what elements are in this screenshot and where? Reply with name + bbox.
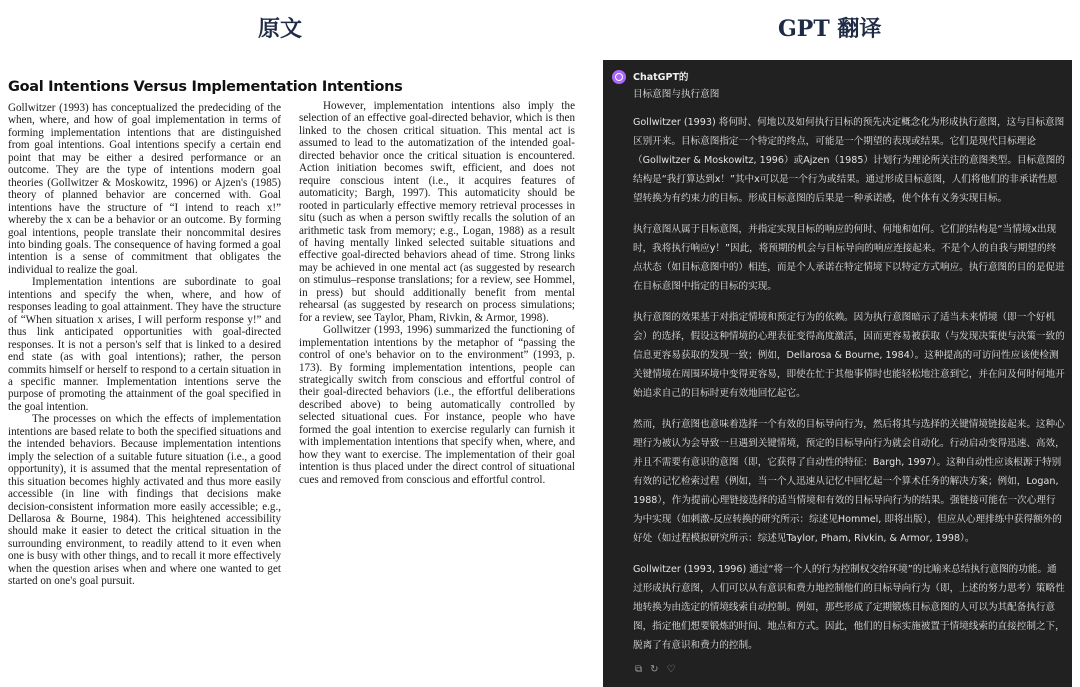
paper-columns (8, 100, 575, 588)
message-author: ChatGPT的 (633, 72, 689, 83)
regenerate-icon[interactable]: ↻ (650, 664, 659, 675)
copy-icon[interactable]: ⧉ (635, 664, 643, 675)
original-header: 原文 (258, 16, 303, 42)
paper-column-right (299, 100, 575, 486)
paper-paragraph: Implementation intentions are subordinate to goal intentions and specify the when, where, and how of responses leading to goal attainment. They have the structure of “When situation x arises, I will perform response y!” and thus link anticipated opportunities with goal-directed responses. It is not a person's self that is linked to a desired end state (as with goal intentions); rather, the person commits himself or herself to respond to a certain situation in a specific manner. Implementation intentions serve the purpose of promoting the attainment of the goal specified in the goal intention. (8, 276, 281, 413)
paper-paragraph: The processes on which the effects of implementation intentions are based relate to both the specified situations and the intended behaviors. Because implementation intentions imply the selection of a suitable future situation (i.e., a good opportunity), it is assumed that the mental representation of this situation becomes highly activated and thus more easily accessible (in line with findings that decisions make decision-consistent information more easily accessible; e.g., Dellarosa & Bourne, 1984). This heightened accessibility should make it easier to detect the critical situation in the surrounding environment, to readily attend to it even when one is busy with other things, and to recall it more effectively when the question arises when and where one wanted to get started on one's goal pursuit. (8, 413, 281, 588)
chatgpt-response-panel (603, 60, 1072, 687)
paper-paragraph: However, implementation intentions also imply the selection of an effective goal-directed behavior, which is then linked to the chosen critical situation. This mental act is assumed to lead to the automatization of the intended goal-directed behavior once the critical situation is encountered. Action initiation becomes swift, efficient, and does not require conscious intent (i.e., it acquires features of automaticity; Bargh, 1997). This automaticity should be rooted in particularly effective memory retrieval processes in situ (such as when a person swiftly recalls the solution of an arithmetic task from memory; e.g., Logan, 1988) as a result of having mentally linked selected suitable situations and effective goal-directed behaviors ahead of time. Strong links may be achieved in one mental act (as suggested by research on stimulus–response translations; for a review, see Hommel, in press) but should additionally benefit from mental rehearsal (as suggested by research on process simulations; for a review, see Taylor, Pham, Rivkin, & Armor, 1998). (299, 100, 575, 324)
translation-header: GPT 翻译 (778, 16, 882, 42)
translated-paragraph: Gollwitzer (1993) 将何时、何地以及如何执行目标的预先决定概念化为形成执行意图，这与目标意图区别开来。目标意图指定一个特定的终点，可能是一个期望的表现或结果。它们是现代目标理论（Gollwitzer & Moskowitz, 1996）或Ajzen（1985）计划行为理论所关注的意图类型。目标意图的结构是“我打算达到x！”其中x可以是一个行为或结果。通过形成目标意图，人们将他们的非承诺性愿望转换为有约束力的目标。形成目标意图的后果是一种承诺感，使个体有义务实现目标。 (633, 117, 1065, 204)
message-actions (633, 663, 1065, 677)
paper-section-title: Goal Intentions Versus Implementation Intentions (8, 79, 403, 95)
paper-column-left (8, 102, 281, 588)
translated-paragraph: 执行意图的效果基于对指定情境和预定行为的依赖。因为执行意图暗示了适当未来情境（即一个好机会）的选择，假设这种情境的心理表征变得高度激活，因而更容易被获取（与发现决策使与决策一致的信息更容易获取的发现一致；例如，Dellarosa & Bourne, 1984）。这种提高的可访问性应该使检测关键情境在周围环境中变得更容易，即使在忙于其他事情时也能轻松地注意到它，并在问及何时何地开始追求自己的目标时更有效地回忆起它。 (633, 312, 1065, 399)
original-paper (8, 80, 575, 588)
translated-title: 目标意图与执行意图 (633, 89, 720, 100)
translated-paragraph: 然而，执行意图也意味着选择一个有效的目标导向行为，然后将其与选择的关键情境链接起来。这种心理行为被认为会导致一旦遇到关键情境，预定的目标导向行为就会自动化。行动启动变得迅速、高效，并且不需要有意识的意图（即，它获得了自动性的特征：Bargh, 1997）。这种自动性应该根源于特别有效的记忆检索过程（例如，当一个人迅速从记忆中回忆起一个算术任务的解决方案；例如，Logan, 1988），作为提前心理链接选择的适当情境和有效的目标导向行为的结果。强链接可能在一次心理行为中实现（如刺激-反应转换的研究所示：综述见Hommel, 即将出版），但应从心理排练中获得额外的好处（如过程模拟研究所示：综述见Taylor, Pham, Rivkin, & Armor, 1998）。 (633, 419, 1065, 544)
chatgpt-avatar-icon (612, 70, 626, 84)
paper-paragraph: Gollwitzer (1993, 1996) summarized the functioning of implementation intentions by the metaphor of “passing the control of one's behavior on to the environment” (1993, p. 173). By forming implementation intentions, people can strategically switch from conscious and effortful control of their goal-directed behaviors (i.e., the effortful deliberations described above) to being automatically controlled by selected situational cues. For instance, people who have formed the goal intention to exercise regularly can furnish it with implementation intentions that specify when, where, and how they want to exercise. The implementation of their goal intention is thus placed under the direct control of situational cues and removed from conscious and effortful control. (299, 324, 575, 486)
thumbs-down-icon[interactable]: ♡ (666, 664, 676, 675)
message-body (633, 85, 1065, 655)
paper-paragraph: Gollwitzer (1993) has conceptualized the predeciding of the when, where, and how of goal implementation in terms of forming implementation intentions that are distinguished from goal intentions. Goal intentions specify a certain end point that may be either a desired performance or an outcome. They are the type of intentions modern goal theories (Gollwitzer & Moskowitz, 1996) or Ajzen's (1985) theory of planned behavior are concerned with. Goal intentions have the structure of “I intend to reach x!” whereby the x can be a behavior or an outcome. By forming goal intentions, people translate their noncommital desires into binding goals. The consequence of having formed a goal intention is a sense of commitment that obligates the individual to realize the goal. (8, 102, 281, 276)
translated-paragraph: 执行意图从属于目标意图，并指定实现目标的响应的何时、何地和如何。它们的结构是“当情境x出现时，我将执行响应y！”因此，将预期的机会与目标导向的响应连接起来。不是个人的自我与期望的终点状态（如目标意图中的）相连，而是个人承诺在特定情境下以特定方式响应。执行意图的目的是促进在目标意图中指定的目标的实现。 (633, 224, 1065, 292)
translated-paragraph: Gollwitzer (1993, 1996) 通过“将一个人的行为控制权交给环境”的比喻来总结执行意图的功能。通过形成执行意图，人们可以从有意识和费力地控制他们的目标导向行为（即，上述的努力思考）策略性地转换为由选定的情境线索自动控制。例如，那些形成了定期锻炼目标意图的人可以为其配备执行意图，指定他们想要锻炼的时间、地点和方式。因此，他们的目标实施被置于情境线索的直接控制之下，脱离了有意识和费力的控制。 (633, 564, 1065, 651)
